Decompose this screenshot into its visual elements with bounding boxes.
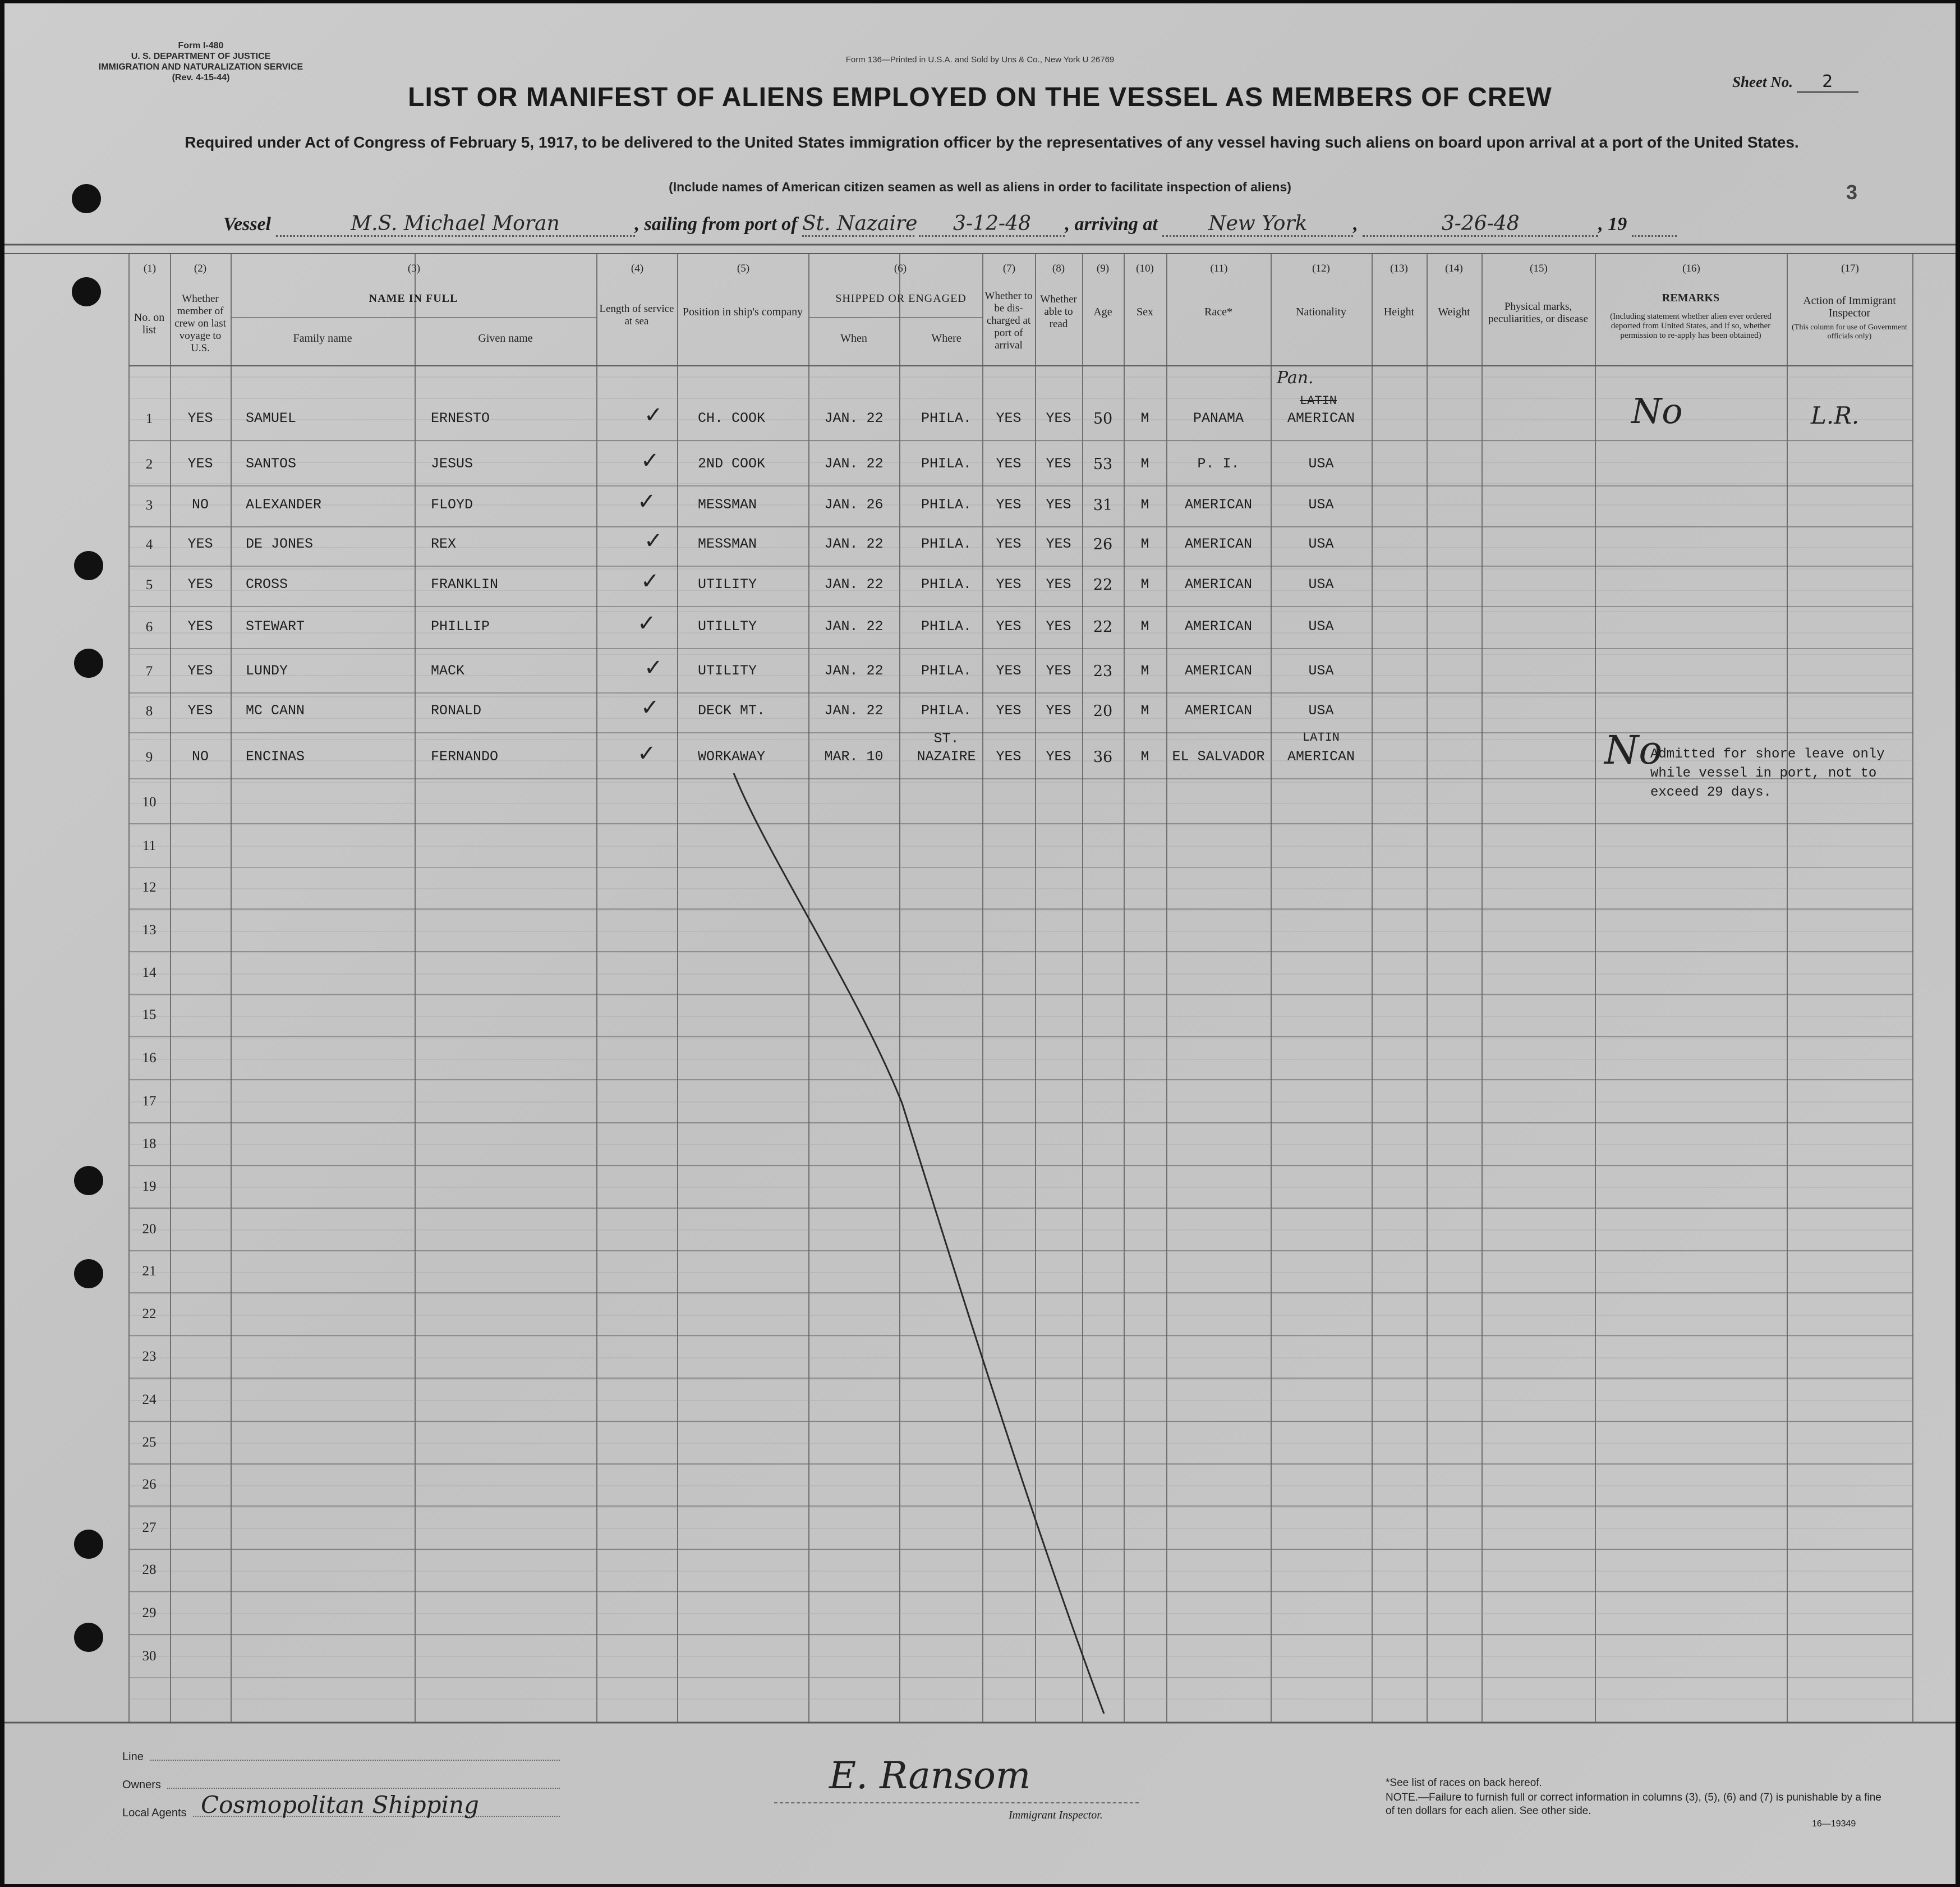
header-able-to-read: Whether able to read [1040,293,1077,330]
last-voyage-cell: YES [187,576,213,593]
nationality-struck-1: LATIN [1299,394,1337,408]
header-nationality: Nationality [1296,306,1346,318]
sex-cell: M [1140,410,1149,426]
vessel-label: Vessel [223,214,271,235]
sheet-number-value: 2 [1797,72,1858,93]
nationality-correction-1: Pan. [1277,368,1314,388]
column-number: (12) [1312,263,1330,274]
header-position: Position in ship's company [682,306,803,318]
row-number: 8 [145,704,153,719]
row-number: 6 [145,619,153,635]
header-sex: Sex [1137,306,1153,318]
service-check-mark: ✓ [644,528,663,554]
nationality-cell: USA [1308,703,1334,719]
age-cell: 53 [1093,456,1113,473]
when-cell: JAN. 22 [824,456,884,472]
when-cell: JAN. 22 [824,663,884,679]
age-cell: 50 [1093,410,1113,428]
last-voyage-cell: YES [187,456,213,472]
last-voyage-cell: YES [187,410,213,426]
last-voyage-cell: NO [191,749,209,765]
column-number: (4) [631,263,644,274]
read-cell: YES [1046,576,1071,593]
when-cell: MAR. 10 [824,749,884,765]
row-number: 3 [145,498,153,513]
column-number: (13) [1390,263,1408,274]
race-cell: AMERICAN [1184,703,1253,719]
family-name-cell: STEWART [246,618,305,635]
department: U. S. DEPARTMENT OF JUSTICE [131,52,271,61]
sex-cell: M [1140,576,1149,593]
age-cell: 20 [1093,703,1113,720]
arriving-port: New York [1162,212,1353,237]
sex-cell: M [1140,497,1149,513]
sailing-label: , sailing from port of [634,214,798,235]
position-cell: MESSMAN [698,497,757,513]
row-number: 9 [145,750,153,765]
row-number: 29 [142,1605,157,1620]
form-code: 16—19349 [1812,1819,1856,1829]
position-cell: MESSMAN [698,536,757,552]
header-length-of-service: Length of service at sea [599,303,674,327]
header-shipped-engaged: SHIPPED OR ENGAGED [835,292,967,305]
nationality-cell: USA [1308,497,1334,513]
given-name-cell: FRANKLIN [431,576,499,593]
header-age: Age [1093,306,1112,318]
row-number: 14 [142,965,157,980]
inspector-label: Immigrant Inspector. [1009,1809,1103,1821]
where-cell: PHILA. [921,663,972,679]
when-cell: JAN. 22 [824,576,884,593]
service-check-mark: ✓ [637,610,656,636]
last-voyage-cell: YES [187,536,213,552]
printer-line: Form 136—Printed in U.S.A. and Sold by Uns & Co., New York U 26769 [845,55,1115,65]
family-name-cell: SANTOS [246,456,297,472]
position-cell: 2ND COOK [698,456,766,472]
row-number: 19 [142,1179,157,1194]
races-note: *See list of races on back hereof. [1386,1777,1542,1789]
discharged-cell: YES [996,703,1022,719]
owners-field [167,1788,560,1789]
column-number: (7) [1002,263,1016,274]
header-family-name: Family name [293,332,352,345]
column-number: (10) [1136,263,1154,274]
sex-cell: M [1140,749,1149,765]
last-voyage-cell: YES [187,618,213,635]
row-number: 16 [142,1050,157,1066]
given-name-cell: RONALD [431,703,482,719]
row-number: 23 [142,1349,157,1364]
row-number: 7 [145,664,153,679]
where-cell: PHILA. [921,576,972,593]
header-when: When [840,332,867,345]
race-cell: P. I. [1197,456,1240,472]
sailing-date: 3-12-48 [919,212,1065,237]
family-name-cell: SAMUEL [246,410,297,426]
given-name-cell: FERNANDO [431,749,499,765]
sex-cell: M [1140,536,1149,552]
row-number: 20 [142,1222,157,1237]
row-number: 5 [145,577,153,593]
column-number: (8) [1052,263,1065,274]
arriving-date: 3-26-48 [1363,212,1598,237]
manifest-sheet [4,3,1956,1884]
family-name-cell: LUNDY [246,663,288,679]
nationality-cell: AMERICAN [1287,749,1355,765]
header-no-on-list: No. on list [134,311,165,336]
row-number: 26 [142,1477,157,1492]
row-number: 10 [142,795,157,810]
discharged-cell: YES [996,749,1022,765]
column-number: (17) [1841,263,1859,274]
row-number: 27 [142,1520,157,1535]
read-cell: YES [1046,749,1071,765]
last-voyage-cell: YES [187,703,213,719]
page-title: LIST OR MANIFEST OF ALIENS EMPLOYED ON THE VESSEL AS MEMBERS OF CREW [408,82,1552,112]
row-number: 11 [142,838,157,853]
header-action-inspector: Action of Immigrant Inspector [1803,295,1896,319]
family-name-cell: DE JONES [246,536,314,552]
manifest-grid [4,3,1956,1884]
header-race: Race* [1204,306,1232,318]
where-9-top: ST. [933,731,959,747]
column-number: (14) [1445,263,1463,274]
row-number: 4 [145,537,153,552]
row-number: 24 [142,1392,157,1407]
action-1: L.R. [1811,402,1860,429]
family-name-cell: ALEXANDER [246,497,322,513]
row-number: 12 [142,880,157,895]
header-action-note: (This column for use of Government officials only) [1792,323,1907,341]
service-check-mark: ✓ [641,448,660,474]
sheet-label: Sheet No. [1732,74,1793,90]
position-cell: UTILLTY [698,618,757,635]
column-number: (3) [407,263,421,274]
discharged-cell: YES [996,663,1022,679]
where-cell: PHILA. [921,410,972,426]
read-cell: YES [1046,618,1071,635]
header-physical-marks: Physical marks, peculiarities, or disease [1488,301,1588,325]
void-line [734,773,1104,1714]
when-cell: JAN. 22 [824,703,884,719]
sex-cell: M [1140,456,1149,472]
when-cell: JAN. 22 [824,410,884,426]
line-field [150,1760,560,1761]
column-number: (16) [1682,263,1700,274]
discharged-cell: YES [996,536,1022,552]
header-height: Height [1383,306,1415,318]
position-cell: DECK MT. [698,703,766,719]
revision: (Rev. 4-15-44) [172,73,230,82]
race-cell: EL SALVADOR [1172,749,1265,765]
column-number: (15) [1530,263,1548,274]
nationality-cell: USA [1308,663,1334,679]
race-cell: PANAMA [1193,410,1244,426]
column-number: (9) [1096,263,1110,274]
owners-label: Owners [122,1779,161,1791]
arriving-label: , arriving at [1065,214,1158,235]
race-cell: AMERICAN [1184,663,1253,679]
given-name-cell: PHILLIP [431,618,490,635]
read-cell: YES [1046,536,1071,552]
nationality-cell: USA [1308,618,1334,635]
remarks-9-hand: No [1604,727,1663,773]
vessel-name: M.S. Michael Moran [276,212,635,237]
remarks-9: Admitted for shore leave only while vessel in port, not to exceed 29 days. [1650,747,1885,800]
age-cell: 22 [1093,576,1113,594]
form-id: Form I-480 [178,41,224,50]
position-cell: CH. COOK [698,410,766,426]
where-cell: PHILA. [921,497,972,513]
nationality-9-top: LATIN [1302,731,1340,745]
nationality-cell: USA [1308,576,1334,593]
service-check-mark: ✓ [644,402,663,428]
column-number: (2) [194,263,207,274]
agents-label: Local Agents [122,1807,187,1819]
last-voyage-cell: NO [191,497,209,513]
row-number: 30 [142,1649,157,1664]
given-name-cell: FLOYD [431,497,473,513]
read-cell: YES [1046,703,1071,719]
read-cell: YES [1046,410,1071,426]
discharged-cell: YES [996,497,1022,513]
sex-cell: M [1140,663,1149,679]
column-number: (11) [1210,263,1228,274]
age-cell: 22 [1093,618,1113,636]
header-remarks: REMARKS [1662,292,1720,304]
where-cell: PHILA. [921,456,972,472]
where-cell: PHILA. [921,618,972,635]
given-name-cell: ERNESTO [431,410,490,426]
race-cell: AMERICAN [1184,536,1253,552]
subtitle: Required under Act of Congress of February 5, 1917, to be delivered to the United States immigration officer by the representatives of any vessel having such aliens on board upon arrival at a port of the United States. [185,134,1799,151]
service-check-mark: ✓ [637,489,656,515]
service: IMMIGRATION AND NATURALIZATION SERVICE [98,62,303,72]
header-discharged: Whether to be dis-charged at port of arrival [984,290,1033,351]
remarks-1: No [1631,391,1683,431]
row-number: 21 [142,1264,157,1279]
age-cell: 23 [1093,663,1113,680]
penalty-note: NOTE.—Failure to furnish full or correct information in columns (3), (5), (6) and (7) is punishable by a fine of ten dollars for each alien. See other side. [1386,1792,1881,1817]
row-number: 13 [142,922,157,938]
service-check-mark: ✓ [637,741,656,766]
where-cell: PHILA. [921,703,972,719]
service-check-mark: ✓ [641,568,660,594]
position-cell: UTILITY [698,576,757,593]
where-cell: NAZAIRE [917,749,976,765]
header-given-name: Given name [478,332,533,345]
header-last-voyage: Whether member of crew on last voyage to U.S. [174,293,226,354]
service-check-mark: ✓ [644,655,663,681]
sex-cell: M [1140,703,1149,719]
when-cell: JAN. 22 [824,618,884,635]
sex-cell: M [1140,618,1149,635]
race-cell: AMERICAN [1184,576,1253,593]
row-number: 25 [142,1435,157,1450]
sailing-port: St. Nazaire [802,212,914,237]
vessel-line: Vessel M.S. Michael Moran , sailing from port of St. Nazaire 3-12-48 , arriving at New York , 3-26-48 , 19 [223,212,1677,237]
when-cell: JAN. 26 [824,497,884,513]
row-number: 1 [145,411,153,426]
year-label: , 19 [1598,214,1627,235]
nationality-cell: AMERICAN [1287,410,1355,426]
inspector-line [774,1802,1139,1803]
header-weight: Weight [1438,306,1470,318]
row-number: 18 [142,1136,157,1151]
when-cell: JAN. 22 [824,536,884,552]
service-check-mark: ✓ [641,695,660,720]
read-cell: YES [1046,456,1071,472]
row-number: 15 [142,1007,157,1022]
inspector-signature: E. Ransom [829,1754,1031,1797]
age-cell: 26 [1093,536,1113,553]
line-label: Line [122,1751,144,1763]
column-number: (6) [894,263,907,274]
header-name-in-full: NAME IN FULL [369,292,458,305]
row-number: 2 [145,457,153,472]
age-cell: 36 [1093,749,1113,766]
age-cell: 31 [1093,497,1113,514]
row-number: 22 [142,1306,157,1321]
discharged-cell: YES [996,618,1022,635]
family-name-cell: MC CANN [246,703,305,719]
include-note: (Include names of American citizen seamen as well as aliens in order to facilitate inspection of aliens) [669,180,1291,194]
family-name-cell: CROSS [246,576,288,593]
family-name-cell: ENCINAS [246,749,305,765]
given-name-cell: MACK [431,663,465,679]
discharged-cell: YES [996,576,1022,593]
given-name-cell: REX [431,536,457,552]
last-voyage-cell: YES [187,663,213,679]
where-cell: PHILA. [921,536,972,552]
given-name-cell: JESUS [431,456,473,472]
row-number: 17 [142,1094,157,1109]
read-cell: YES [1046,663,1071,679]
row-number: 28 [142,1562,157,1577]
column-number: (1) [143,263,157,274]
discharged-cell: YES [996,410,1022,426]
nationality-cell: USA [1308,536,1334,552]
header-remarks-note: (Including statement whether alien ever ordered deported from United States, and if so, whether permission to re-apply has been obtained) [1610,311,1772,340]
race-cell: AMERICAN [1184,618,1253,635]
column-number: (5) [737,263,750,274]
read-cell: YES [1046,497,1071,513]
header-where: Where [931,332,961,345]
nationality-cell: USA [1308,456,1334,472]
discharged-cell: YES [996,456,1022,472]
position-cell: UTILITY [698,663,757,679]
position-cell: WORKAWAY [698,749,766,765]
agents-signature: Cosmopolitan Shipping [201,1791,479,1819]
corner-number: 3 [1846,181,1858,204]
race-cell: AMERICAN [1184,497,1253,513]
